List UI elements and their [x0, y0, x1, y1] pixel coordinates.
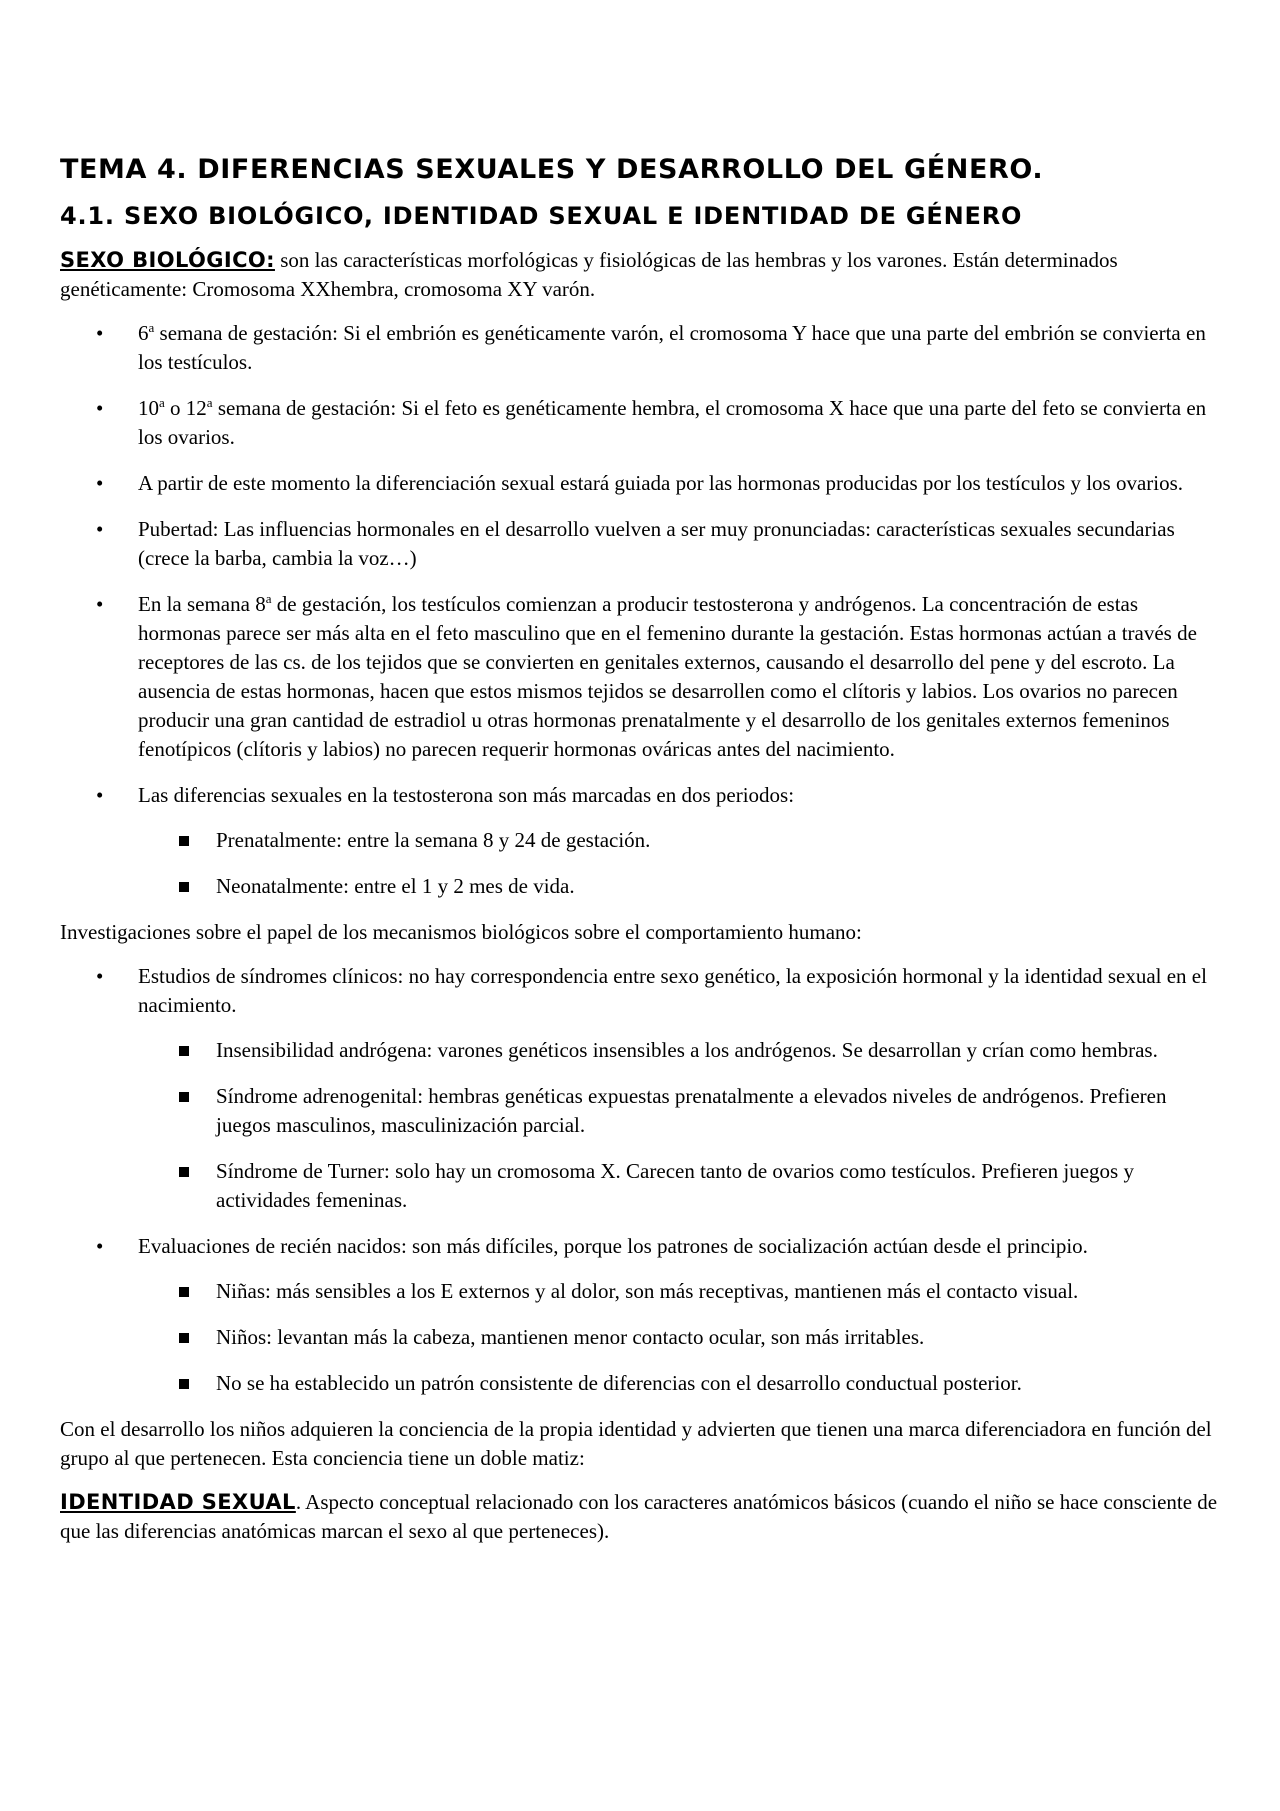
document-page	[60, 152, 1225, 1561]
list-item: • Las diferencias sexuales en la testosterona son más marcadas en dos periodos: Prenatalmente: entre la semana 8 y 24 de gestación. Neonatalmente: entre el 1 y 2 mes de vida.	[60, 781, 1225, 901]
bullet-icon: •	[96, 1234, 104, 1258]
testosterona-sublist	[138, 826, 1225, 901]
sublist-item: Insensibilidad andrógena: varones genéticos insensibles a los andrógenos. Se desarrollan y crían como hembras.	[60, 1036, 1225, 1065]
sexo-biologico-text: son las características morfológicas y fisiológicas de las hembras y los varones. Están determinados genéticamente: Cromosoma XXhembra, cromosoma XY varón.	[60, 248, 1118, 301]
square-bullet-icon	[179, 1287, 189, 1297]
sublist-item: Prenatalmente: entre la semana 8 y 24 de gestación.	[60, 826, 1225, 855]
bullet-icon: •	[96, 964, 104, 988]
document-title: TEMA 4. DIFERENCIAS SEXUALES Y DESARROLLO DEL GÉNERO.	[60, 154, 1044, 185]
square-bullet-icon	[179, 1333, 189, 1343]
square-bullet-icon	[179, 1167, 189, 1177]
investigaciones-paragraph: Investigaciones sobre el papel de los mecanismos biológicos sobre el comportamiento humano:	[60, 920, 862, 944]
gestacion-list	[60, 319, 1225, 901]
bullet-icon: •	[96, 517, 104, 541]
identidad-sexual-text: . Aspecto conceptual relacionado con los caracteres anatómicos básicos (cuando el niño se hace consciente de que las diferencias anatómicas marcan el sexo al que perteneces).	[60, 1490, 1218, 1543]
sublist-item: Niños: levantan más la cabeza, mantienen menor contacto ocular, son más irritables.	[60, 1323, 1225, 1352]
sublist-item: Síndrome adrenogenital: hembras genéticas expuestas prenatalmente a elevados niveles de andrógenos. Prefieren juegos masculinos, masculinización parcial.	[60, 1082, 1225, 1140]
bullet-icon: •	[96, 471, 104, 495]
identidad-sexual-paragraph	[60, 1488, 1225, 1546]
list-item: • A partir de este momento la diferenciación sexual estará guiada por las hormonas producidas por los testículos y los ovarios.	[60, 469, 1225, 498]
square-bullet-icon	[179, 1046, 189, 1056]
sublist-item: Niñas: más sensibles a los E externos y al dolor, son más receptivas, mantienen más el contacto visual.	[60, 1277, 1225, 1306]
list-item: • Pubertad: Las influencias hormonales en el desarrollo vuelven a ser muy pronunciadas: características sexuales secundarias (crece la barba, cambia la voz…)	[96, 517, 1175, 570]
bullet-icon: •	[96, 321, 104, 345]
sublist-item: No se ha establecido un patrón consistente de diferencias con el desarrollo conductual posterior.	[60, 1369, 1225, 1398]
identidad-sexual-term: IDENTIDAD SEXUAL	[60, 1490, 296, 1514]
list-item: • Estudios de síndromes clínicos: no hay correspondencia entre sexo genético, la exposición hormonal y la identidad sexual en el nacimiento. Insensibilidad andrógena: varones genéticos insensibles a los andrógenos. Se desarrollan y crían como hembras. Síndrome adrenogenital: hembras genéticas expuestas prenatalmente a elevados niveles de andrógenos. Prefieren juegos masculinos, masculinización parcial. Síndrome de Turner: solo hay un cromosoma X. Carecen tanto de ovarios como testículos. Prefieren juegos y actividades femeninas.	[60, 962, 1225, 1215]
sexo-biologico-term: SEXO BIOLÓGICO:	[60, 248, 275, 272]
sindromes-sublist	[138, 1036, 1225, 1215]
recien-nacidos-sublist	[138, 1277, 1225, 1398]
list-item: • 10$^a$ o 12$^a$ semana de gestación: Si el feto es genéticamente hembra, el cromosoma X hace que una parte del feto se convierta en los ovarios.	[96, 395, 1207, 449]
bullet-icon: •	[96, 783, 104, 807]
section-heading: 4.1. SEXO BIOLÓGICO, IDENTIDAD SEXUAL E IDENTIDAD DE GÉNERO	[60, 202, 1023, 230]
sexo-biologico-paragraph	[60, 246, 1225, 304]
bullet-icon: •	[96, 592, 104, 616]
investigaciones-list	[60, 962, 1225, 1398]
square-bullet-icon	[179, 882, 189, 892]
sublist-item: Síndrome de Turner: solo hay un cromosoma X. Carecen tanto de ovarios como testículos. Prefieren juegos y actividades femeninas.	[60, 1157, 1225, 1215]
list-item: • Evaluaciones de recién nacidos: son más difíciles, porque los patrones de socialización actúan desde el principio. Niñas: más sensibles a los E externos y al dolor, son más receptivas, mantienen más el contacto visual. Niños: levantan más la cabeza, mantienen menor contacto ocular, son más irritables. No se ha establecido un patrón consistente de diferencias con el desarrollo conductual posterior.	[60, 1232, 1225, 1398]
square-bullet-icon	[179, 1092, 189, 1102]
bullet-icon: •	[96, 396, 104, 420]
conciencia-paragraph: Con el desarrollo los niños adquieren la conciencia de la propia identidad y advierten que tienen una marca diferenciadora en función del grupo al que pertenecen. Esta conciencia tiene un doble matiz:	[60, 1417, 1212, 1470]
square-bullet-icon	[179, 1379, 189, 1389]
list-item: • En la semana 8$^a$ de gestación, los testículos comienzan a producir testosterona y andrógenos. La concentración de estas hormonas parece ser más alta en el feto masculino que en el femenino durante la gestación. Estas hormonas actúan a través de receptores de las cs. de los tejidos que se convierten en genitales externos, causando el desarrollo del pene y del escroto. La ausencia de estas hormonas, hacen que estos mismos tejidos se desarrollen como el clítoris y labios. Los ovarios no parecen producir una gran cantidad de estradiol u otras hormonas prenatalmente y el desarrollo de los genitales externos femeninos fenotípicos (clítoris y labios) no parecen requerir hormonas ováricas antes del nacimiento.	[96, 591, 1197, 761]
sublist-item: Neonatalmente: entre el 1 y 2 mes de vida.	[60, 872, 1225, 901]
square-bullet-icon	[179, 836, 189, 846]
list-item: • 6$^a$ semana de gestación: Si el embrión es genéticamente varón, el cromosoma Y hace que una parte del embrión se convierta en los testículos.	[96, 320, 1206, 374]
